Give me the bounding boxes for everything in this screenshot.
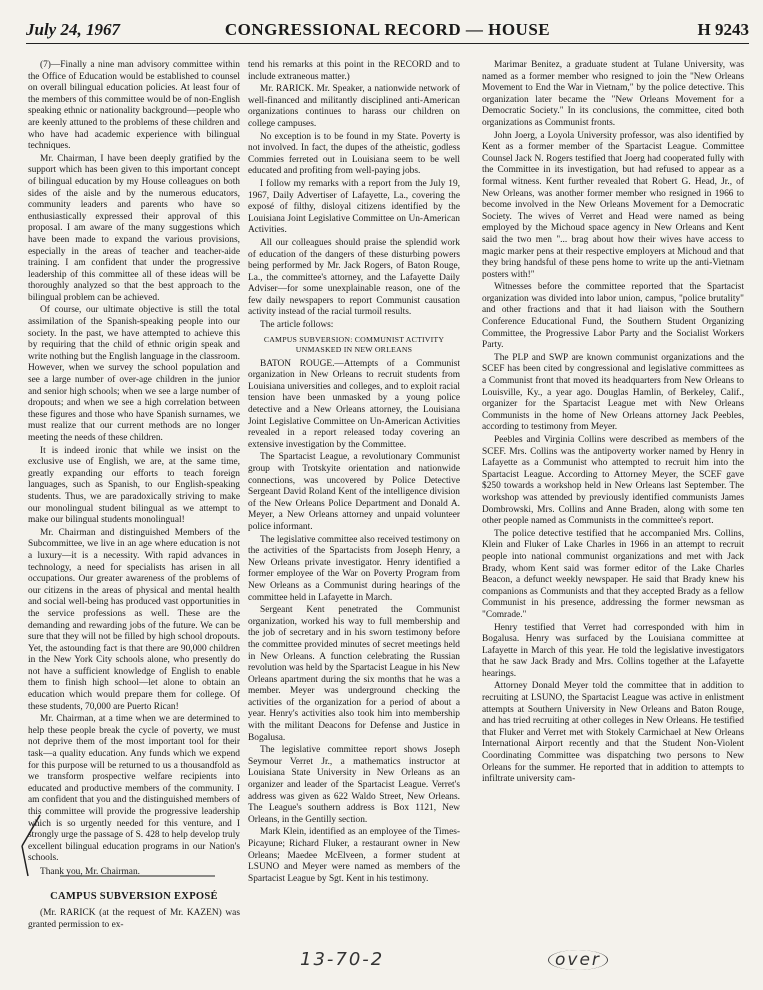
- paragraph: Of course, our ultimate objective is still the total assimilation of the Spanish-speaking people into our society. In the past, we have attempted to achieve this by requiring that the child of ethnic origin speak and write nothing but the English language in the classroom. However, when we survey the school population and see a large number of over-age children in the junior and senior high schools; when we see a large number of dropouts; and when we see a high correlation between these figures and those who have Spanish surnames, we must realize that our current methods are no longer meeting the needs of these children.: [28, 305, 240, 443]
- paragraph: The article follows:: [260, 320, 334, 331]
- paragraph: The police detective testified that he accompanied Mrs. Collins, Klein and Fluker of Lake Charles in 1966 in an attempt to recruit people into national communist organizations and met with Jack Brady, whom Kent said was former editor of the Lake Charles Beacon, a defunct weekly newspaper. He said that Brady knew his companions as Communists and that they accepted Brady as a fellow Communist in his presence, addressing the former newsman as "Comrade.": [482, 528, 744, 620]
- paragraph: Sergeant Kent penetrated the Communist organization, worked his way to full membership and the job of secretary and in his sworn testimony before the committee provided minutes of secret meetings held in New Orleans. A function celebrating the Russian revolution was held by the Spartacist League in his New Orleans apartment during the six months that he was a member. Meyer was underground checking the activities of the organization for a period of about a year. Henry's activities also took him into membership with the militant Deacons for Defense and Justice in Bogalusa.: [248, 605, 460, 743]
- paragraph: The legislative committee report shows Joseph Seymour Verret Jr., a mathematics instructor at Louisiana State University in New Orleans as an organizer and leader of the Spartacist League. Verret's address was given as 622 Waldo Street, New Orleans. The League's southern address is Box 1121, New Orleans, in the Gentilly section.: [248, 745, 460, 825]
- column-middle: [248, 60, 460, 928]
- handwritten-note-over: [548, 950, 608, 970]
- section-heading: CAMPUS SUBVERSION EXPOSÉ: [50, 890, 218, 902]
- paragraph: The Spartacist League, a revolutionary Communist group with Trotskyite orientation and nationwide connections, was uncovered by Police Detective Sergeant David Roland Kent of the intelligence division of the New Orleans Police Department and Donald A. Meyer, a New Orleans attorney and unpaid volunteer police informant.: [248, 452, 460, 532]
- paragraph: tend his remarks at this point in the RECORD and to include extraneous matter.): [248, 60, 460, 82]
- paragraph: It is indeed ironic that while we insist on the exclusive use of English, we are, at the same time, greatly expanding our efforts to teach foreign languages, such as Spanish, to our English-speaking students. Thus, we are paradoxically striving to make our monolingual student bilingual as we attempt to make our bilingual students monolingual!: [28, 445, 240, 526]
- paragraph: Mr. Chairman, at a time when we are determined to help these people break the cycle of poverty, we must not deprive them of the most important tool for their task—a quality education. Any funds which we expend for this purpose will be returned to us a thousandfold as we transform prospective welfare recipients into educated and productive members of the community. I am confident that you and the distinguished members of this committee will provide the progressive leadership which is so urgently needed for this venture, and I strongly urge the passage of S. 428 to help develop truly excellent bilingual education programs in our Nation's schools.: [28, 714, 240, 864]
- paragraph: The legislative committee also received testimony on the activities of the Spartacists from Joseph Henry, a New Orleans private investigator. Henry identified a former employee of the War on Poverty Program from New Orleans as a Communist during hearings of the committee held in Lafayette in March.: [248, 534, 460, 603]
- permission-note: (Mr. RARICK (at the request of Mr. KAZEN) was granted permission to ex-: [28, 908, 240, 930]
- paragraph: Attorney Donald Meyer told the committee that in addition to recruiting at LSUNO, the Spartacist League was active in enlistment attempts at Southern University in New Orleans and Baton Rouge, and has tried recruiting at other colleges in New Orleans. He testified that Fluker and Verret met with Stokely Carmichael at New Orleans International Airport recently and that the Student Non-Violent Coordinating Committee was dispatching two persons to New Orleans for the summer. He reported that in addition to attempts to infiltrate university cam-: [482, 681, 744, 785]
- header-title: CONGRESSIONAL RECORD — HOUSE: [224, 20, 551, 39]
- signoff: Thank you, Mr. Chairman.: [40, 866, 140, 877]
- article-title: CAMPUS SUBVERSION: COMMUNIST ACTIVITY UNMASKED IN NEW ORLEANS: [263, 334, 445, 354]
- paragraph: Peebles and Virginia Collins were described as members of the SCEF. Mrs. Collins was the antipoverty worker named by Henry in Lafayette as a Communist who attempted to recruit him into the Spartacist League. According to Attorney Meyer, the SCEF gave $250 towards a workshop held in New Orleans last September. The workshop was attended by previously identified communists James Dombrowski, Mrs. Collins and Anne Braden, along with some ten other people named as Communists in the committee's report.: [482, 435, 744, 527]
- paragraph: The PLP and SWP are known communist organizations and the SCEF has been cited by congressional and legislative committees as a Communist front that moved its headquarters from New Orleans to Louisville, Ky., a year ago. Douglas Hamlin, of Berkeley, Calif., organizer for the Spartacist League met with New Orleans Communists in the home of New Orleans attorney Jack Peebles, according to testimony from Meyer.: [482, 352, 744, 433]
- paragraph: I follow my remarks with a report from the July 19, 1967, Daily Advertiser of Lafayette, La., covering the exposé of filthy, disloyal citizens identified by the Louisiana Joint Legislative Committee on Un-American Activities.: [248, 178, 460, 236]
- paragraph: John Joerg, a Loyola University professor, was also identified by Kent as a former member of the Spartacist League. Committee Counsel Jack N. Rogers testified that Joerg had cooperated fully with the Committee in its investigation, but had refused to appear as a formal witness. Kent further revealed that Robert G. Head, Jr., of New Orleans, was another former member who resigned in 1966 to become involved in the New Orleans Movement for a Democratic Society. The wives of Verret and Head were named as being employed by the Michoud space agency in New Orleans and Kent said the two men "... brag about how their wives have access to magic marker pens at their respective employers at Michoud and that they bring handsful of these pens home to write up the anti-Vietnam posters with!": [482, 130, 744, 280]
- paragraph: BATON ROUGE.—Attempts of a Communist organization in New Orleans to recruit students from Louisiana universities and colleges, and to exploit racial tension have been unmasked by a young police detective and a New Orleans attorney, the Louisiana Joint Legislative Committee on Un-American Activities revealed in a report released today covering an extensive investigation by the Committee.: [248, 358, 460, 450]
- page-header: [26, 18, 749, 44]
- column-left: [28, 60, 240, 930]
- paragraph: Henry testified that Verret had corresponded with him in Bogalusa. Henry was surfaced by the Louisiana committee at Lafayette in March of this year. He told the legislative investigators that he saw Jack Brady and Mrs. Collins together at the Lafayette hearings.: [482, 622, 744, 679]
- paragraph: Mark Klein, identified as an employee of the Times-Picayune; Richard Fluker, a restaurant owner in New Orleans; Maedee McElveen, a former student at LSUNO and Meyer were named as members of the Spartacist League by Sgt. Kent in his testimony.: [248, 827, 460, 884]
- handwritten-note-text: over: [548, 950, 608, 970]
- paragraph: Mr. Chairman and distinguished Members of the Subcommittee, we live in an age where education is not a luxury—it is a necessity. With rapid advances in technology, a need for specialists has arisen in all occupations. Our greater awareness of the problems of our citizens in the areas of physical and mental health and social well-being has produced vast opportunities in the service professions as well. These are the demanding and rewarding jobs of the future. We can be sure that they will not be filled by high school dropouts. Yet, the astounding fact is that there are 90,000 children in the New York City schools alone, who presently do not have a sufficient knowledge of English to enable them to finish high school—let alone to obtain an education which would prepare them for college. Of these students, 70,000 are Puerto Rican!: [28, 527, 240, 712]
- paragraph: All our colleagues should praise the splendid work of education of the dangers of these disturbing powers being performed by Mr. Jack Rogers, of Baton Rouge, La., the committee's attorney, and the Lafayette Daily Adviser—for some unexplainable reason, one of the few daily newspapers to report Communist causation activity instead of the racial turmoil results.: [248, 237, 460, 318]
- header-date: July 24, 1967: [26, 20, 120, 39]
- paragraph: Mr. Chairman, I have been deeply gratified by the support which has been given to this important concept of bilingual education by my House colleagues on both sides of the aisle and by the numerous educators, community leaders and parents who have so enthusiastically expressed their approval of this proposal. I am aware of the many suggestions which have been made to expand the various provisions, especially in the areas of teacher and teacher-aide training. I am confident that under the progressive leadership of this committee all of these ideas will be thoroughly analyzed so that the best approach to the bilingual problem can be achieved.: [28, 153, 240, 303]
- paragraph: (7)—Finally a nine man advisory committee within the Office of Education would be established to counsel on overall bilingual education policies. At least four of the members of this committee would be of non-English speaking ethnic or nationality background—people who are keenly attuned to the problems of these children and who have had academic experience with bilingual techniques.: [28, 60, 240, 152]
- paragraph: No exception is to be found in my State. Poverty is not involved. In fact, the dupes of the atheistic, godless Commies ferreted out in Louisiana seem to be well educated and profiting from well-paying jobs.: [248, 131, 460, 177]
- column-right: [482, 60, 744, 928]
- header-page-number: H 9243: [697, 20, 749, 39]
- handwritten-note-number: 13-70-2: [300, 949, 385, 970]
- paragraph: Mr. RARICK. Mr. Speaker, a nationwide network of well-financed and militantly disciplined anti-American organizations continues to harass our children on college campuses.: [248, 84, 460, 129]
- paragraph: Witnesses before the committee reported that the Spartacist organization was divided into labor union, campus, "police brutality" and other fractions and that it had liaison with the Southern Conference Educational Fund, the Southern Student Organizing Committee, the Progressive Labor Party and the Socialist Workers Party.: [482, 282, 744, 351]
- paragraph: Marimar Benitez, a graduate student at Tulane University, was named as a former member who resigned to join the "New Orleans Movement to End the War in Vietnam," by the police detective. This organization later became the "New Orleans Movement for a Democratic Society." In its conclusions, the committee, cited both organizations as Communist fronts.: [482, 60, 744, 128]
